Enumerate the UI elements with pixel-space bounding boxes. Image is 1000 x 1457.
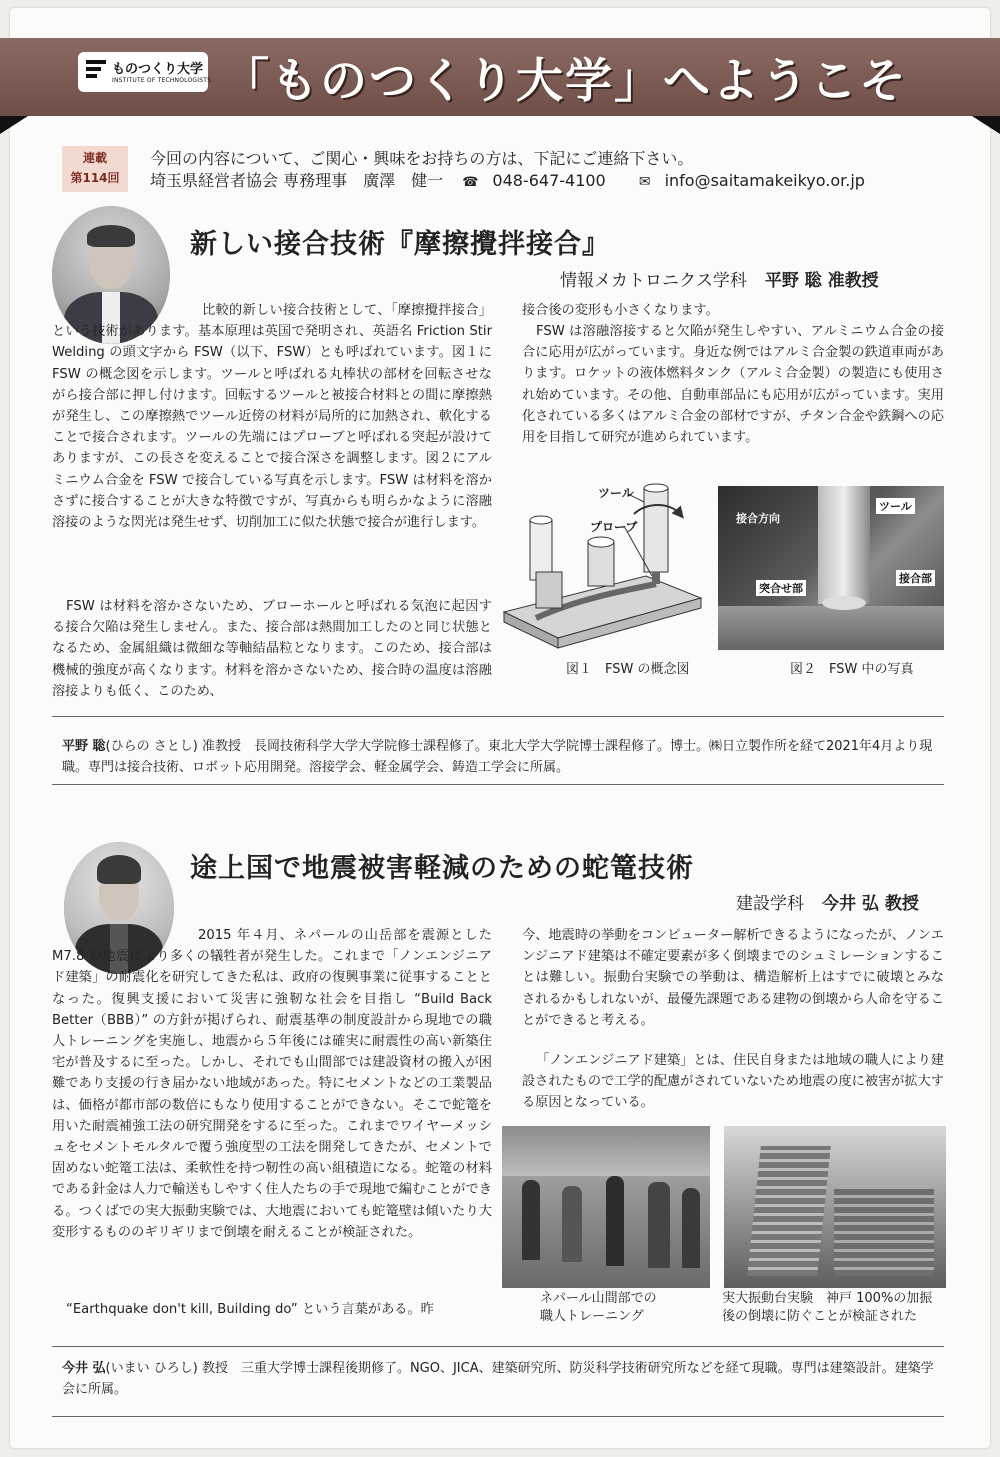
article1-bio-name: 平野 聡 [62,739,106,754]
article1-bio-rule-top [52,716,944,717]
contact-email [639,171,879,190]
logo-name: ものつくり大学 [112,62,204,77]
serial-badge [62,146,128,192]
article2-paragraph-1: 2015 年４月、ネパールの山岳部を震源としたM7.8 の地震により多くの犠牲者が発生した。これまで「ノンエンジニアド建築」の耐震化を研究してきた私は、政府の復興事業に従事することとなった。復興支援において災害に強靭な社会を目指し “Build Back Better（BBB）” の方針が掲げられ、耐震基準の制度設計から現地での職人トレーニングを実施し、地震から５年後には確実に耐震性の高い新築住宅が普及するに至った。しかし、それでも山間部では建設資材の搬入が困難であり支援の行き届かない地域があった。特にセメントなどの工業製品は、価格が都市部の数倍にもなり使用することができない。そこで蛇篭を用いた耐震補強工法の研究開発をするに至った。これまでワイヤーメッシュをセメントモルタルで覆う強度型の工法を開発してきたが、セメントで固めない蛇篭工法は、柔軟性を持つ靭性の高い組積造になる。蛇篭の材料である針金は人力で輸送もしやすく住人たちの手で現地で編むことができる。つくばでの実大振動実験では、大地震においても蛇篭壁は傾いたり大変形するもののギリギリまで倒壊を耐えることが検証された。 [52,928,492,1240]
figure2-label-direction: 接合方向 [736,512,780,525]
contact-details [150,168,893,191]
contact-phone-number: 048-647-4100 [492,171,606,190]
article1-paragraph-3: 接合後の変形も小さくなります。 [522,303,719,318]
article2-bio-rule-top [52,1346,944,1347]
figure2-caption: 図２ FSW 中の写真 [790,662,914,677]
article2-bio-name: 今井 弘 [62,1361,106,1376]
figure1-label-tool: ツール [598,486,634,500]
photo1-caption [540,1290,657,1326]
article1-title: 新しい接合技術『摩擦攪拌接合』 [190,229,610,260]
figure1-label-probe: プローブ [590,520,638,534]
contact-org: 埼玉県経営者協会 専務理事 廣澤 健一 [150,171,444,190]
article1-bio-rule-bottom [52,784,944,785]
header-fold-right [972,116,1000,134]
header-fold-left [0,116,28,134]
article1-paragraph-4: FSW は溶融溶接すると欠陥が発生しやすい、アルミニウム合金の接合に応用が広がっています。身近な例ではアルミ合金製の鉄道車両があります。ロケットの液体燃料タンク（アルミ合金製）の製造にも使用され始めています。その他、自動車部品にも応用が広がっています。実用化されている多くはアルミ合金の部材ですが、チタン合金や鉄鋼への応用を目指して研究が進められています。 [522,324,944,446]
article2-author-bio [62,1358,942,1400]
article1-author-bio [62,736,942,778]
article2-paragraph-3: 今、地震時の挙動をコンピューター解析できるようになったが、ノンエンジニアド建築は不確定要素が多く倒壊までのシュミレーションすることは難しい。振動台実験での挙動は、構造解析上はすでに破壊とみなされるかもしれないが、最優先課題である建物の倒壊から人命を守ることができると考える。 [522,928,944,1028]
article2-paragraph-2: “Earthquake don't kill, Building do” という言葉がある。昨 [66,1302,434,1317]
photo1-caption-line1: ネパール山間部での [540,1291,657,1306]
photo-shaking-table-test [724,1126,946,1288]
figure2-label-tool: ツール [876,498,915,514]
photo2-caption [722,1290,932,1326]
figure2-label-butt: 突合せ部 [756,580,806,596]
figure2-label-joint: 接合部 [896,570,935,586]
article1-department: 情報メカトロニクス学科 [560,271,747,291]
article2-bio-text: (いまい ひろし) 教授 三重大学博士課程後期修了。NGO、JICA、建築研究所、防災科学技術研究所などを経て現職。専門は建築設計。建築学会に所属。 [62,1361,934,1397]
article1-paragraph-1: 比較的新しい接合技術として、「摩擦攪拌接合」という技術があります。基本原理は英国で発明され、英語名 Friction Stir Welding の頭文字から FSW（以下、FSW）とも呼ばれています。図１に FSW の概念図を示します。ツールと呼ばれる丸棒状の部材を回転させながら接合部に押し付けます。回転するツールと被接合材料との間に摩擦熱が発生し、この摩擦熱でツール近傍の材料が局所的に加熱され、軟化することで接合されます。ツールの先端にはプローブと呼ばれる突起が設けてありますが、この長さを変えることで接合深さを調整します。図２にアルミニウム合金を FSW で接合している写真を示します。FSW は材料を溶かさずに接合することが大きな特徴ですが、写真からも明らかなように溶融溶接のような閃光は発生せず、切削加工に似た状態で接合が進行します。 [52,303,492,531]
photo2-caption-line2: 後の倒壊に防ぐことが検証された [722,1309,918,1324]
contact-email-address: info@saitamakeikyo.or.jp [664,171,865,190]
contact-phone [462,171,620,190]
article1-byline [560,266,879,291]
photo1-caption-line2: 職人トレーニング [540,1309,644,1324]
serial-number: 第114回 [70,171,120,185]
article2-department: 建設学科 [736,894,804,914]
article2-bio-rule-bottom [52,1416,944,1417]
contact-intro: 今回の内容について、ご関心・興味をお持ちの方は、下記にご連絡下さい。 [150,149,694,168]
figure1-caption: 図１ FSW の概念図 [566,662,690,677]
article1-author: 平野 聡 准教授 [764,271,879,291]
article1-bio-text: (ひらの さとし) 准教授 長岡技術科学大学大学院修士課程修了。東北大学大学院博士課程修了。博士。㈱日立製作所を経て2021年4月より現職。専門は接合技術、ロボット応用開発。溶接学会、軽金属学会、鋳造工学会に所属。 [62,739,933,775]
figure1-fsw-diagram [496,480,706,656]
article2-note: 「ノンエンジニアド建築」とは、住民自身または地域の職人により建設されたもので工学的配慮がされていないため地震の度に被害が拡大する原因となっている。 [522,1053,944,1111]
serial-label: 連載 [82,151,107,165]
mail-icon: ✉ [638,174,651,190]
logo-subtitle: INSTITUTE OF TECHNOLOGISTS [112,77,212,84]
article2-byline [736,889,919,914]
logo-mark-icon [86,60,106,82]
article2-author: 今井 弘 教授 [822,894,919,914]
header-band [0,38,1000,130]
article1-paragraph-2: FSW は材料を溶かさないため、ブローホールと呼ばれる気泡に起因する接合欠陥は発生しません。また、接合部は熱間加工したのと同じ状態となるため、金属組織は微細な等軸結晶粒となります。このため、接合部は機械的強度が高くなります。材料を溶かさないため、接合時の温度は溶融溶接よりも低く、このため、 [52,599,492,699]
photo-nepal-training [502,1126,710,1288]
phone-icon: ☎ [462,175,479,190]
university-logo [78,52,212,92]
photo2-caption-line1: 実大振動台実験 神戸 100%の加振 [722,1291,933,1306]
page-title: 「ものつくり大学」へようこそ [222,54,908,109]
article2-title: 途上国で地震被害軽減のための蛇篭技術 [190,853,694,884]
